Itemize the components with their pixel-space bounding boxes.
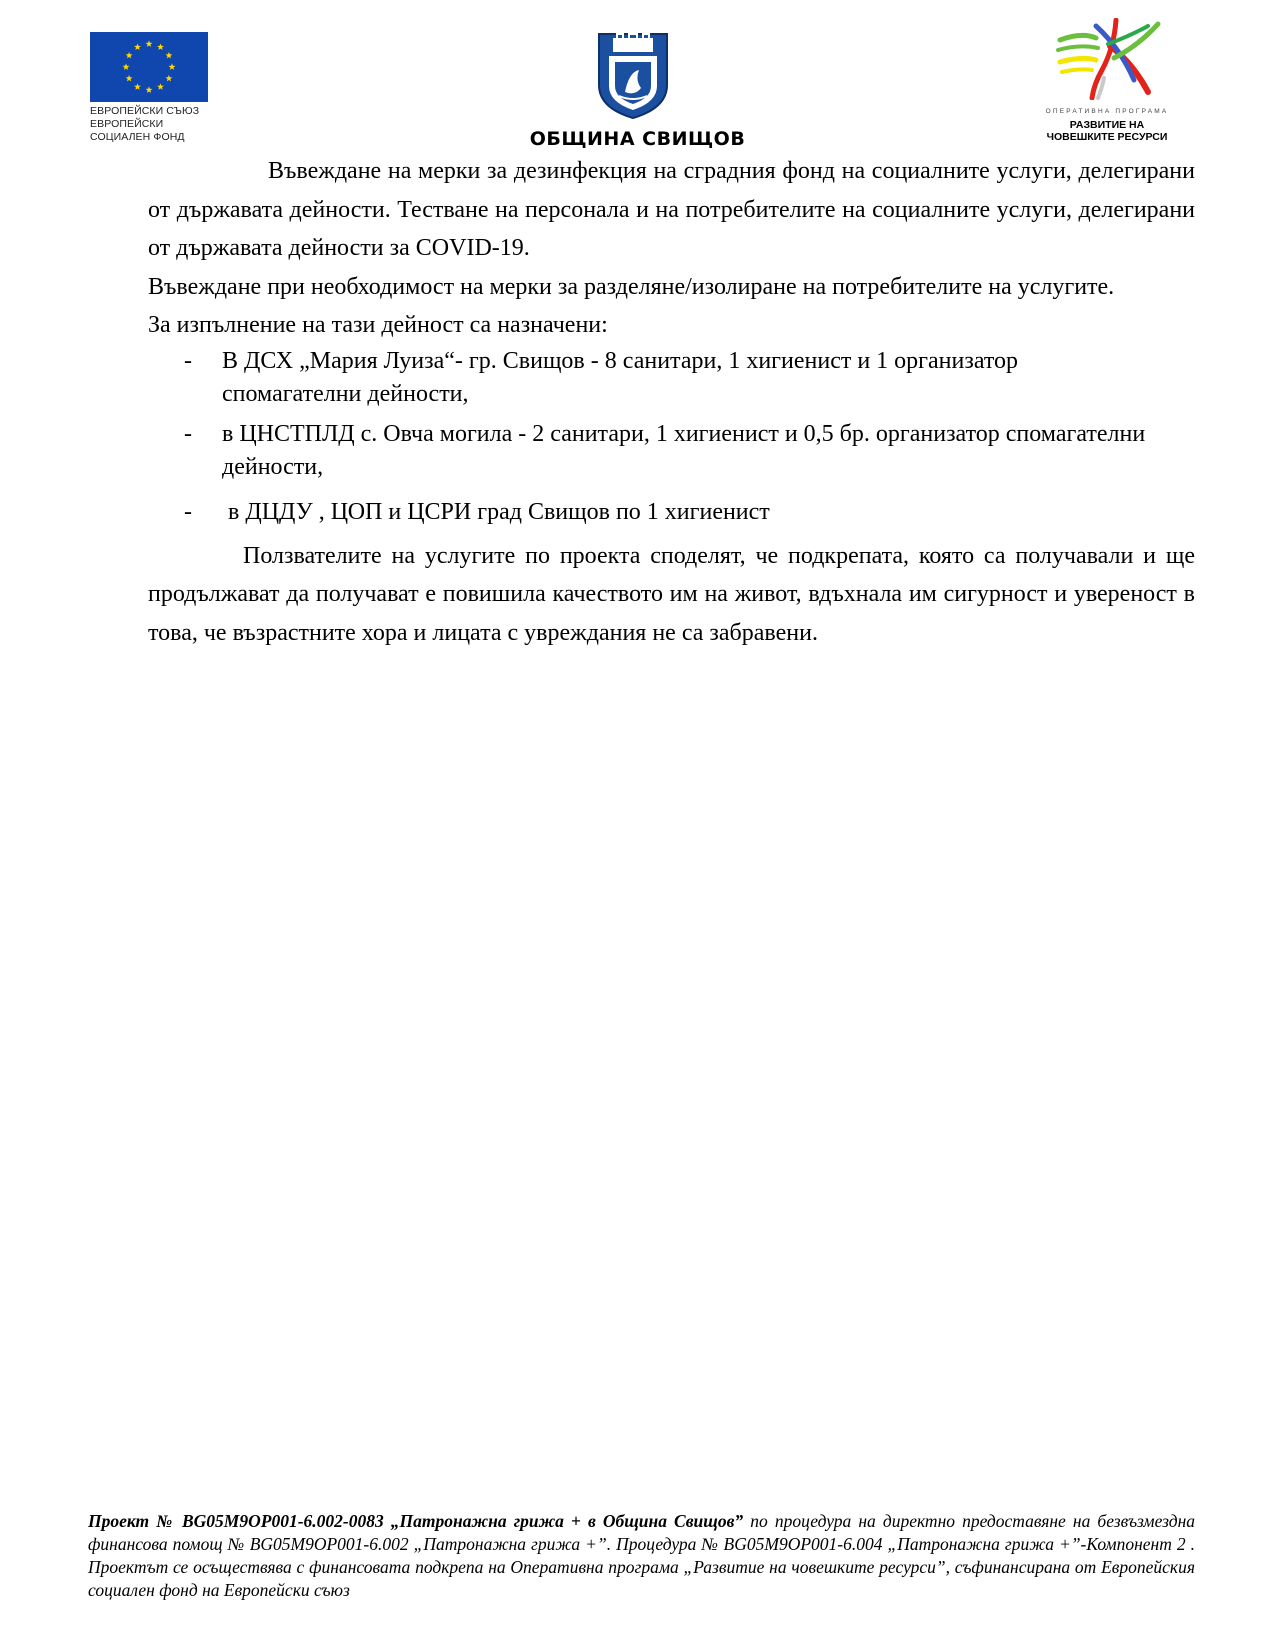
op-emblem-icon xyxy=(1052,18,1164,100)
list-item xyxy=(148,418,1195,484)
eu-caption-line: ЕВРОПЕЙСКИ СЪЮЗ xyxy=(90,105,200,117)
op-label-line: ЧОВЕШКИТЕ РЕСУРСИ xyxy=(1046,131,1168,143)
project-footer xyxy=(88,1510,1195,1602)
op-label-line: РАЗВИТИЕ НА xyxy=(1069,119,1145,131)
op-label-small: ОПЕРАТИВНА ПРОГРАМА xyxy=(1045,108,1169,115)
bullet-marker: - xyxy=(184,420,192,447)
municipality-title: ОБЩИНА СВИЩОВ xyxy=(529,128,746,150)
eu-flag-icon xyxy=(90,32,208,102)
footer-text: по процедура на директно предоставяне на безвъзмездна финансова помощ № BG05M9OP001-6.002 „Патронажна грижа +”. Процедура № BG05M9OP001-6.004 „Патронажна грижа +”-Компонент 2 . Проектът се осъществява с финансовата подкрепа на Оперативна програма „Развитие на човешките ресурси”, съфинансирана от Европейския социален фонд на Европейски съюз xyxy=(88,1511,1195,1600)
op-logo xyxy=(1012,18,1202,148)
eu-caption-line: ЕВРОПЕЙСКИ xyxy=(90,118,164,130)
paragraph-isolation: Въвеждане при необходимост на мерки за разделяне/изолиране на потребителите на услугите. xyxy=(148,273,1115,300)
paragraph-disinfection: Въвеждане на мерки за дезинфекция на сградния фонд на социалните услуги, делегирани от държавата дейности. Тестване на персонала и на потребителите на социалните услуги, делегирани от държавата дейности за COVID-19. xyxy=(148,158,1195,261)
appointments-list xyxy=(148,345,1195,529)
bullet-marker: - xyxy=(184,498,192,525)
list-item-text: в ЦНСТПЛД с. Овча могила - 2 санитари, 1 хигиенист и 0,5 бр. организатор спомагателни дейности, xyxy=(222,420,1146,480)
paragraph-appointed: За изпълнение на тази дейност са назначени: xyxy=(148,312,608,338)
paragraph-feedback: Ползвателите на услугите по проекта споделят, че подкрепата, която са получавали и ще продължават да получават е повишила качеството им на живот, вдъхнала им сигурност и увереност в това, че възрастните хора и лицата с увреждания не са забравени. xyxy=(148,542,1195,646)
bullet-marker: - xyxy=(184,347,192,374)
list-item-text: В ДСХ „Мария Луиза“- гр. Свищов - 8 санитари, 1 хигиенист и 1 организатор спомагателни дейности, xyxy=(222,347,1019,407)
op-label-big xyxy=(1012,119,1202,143)
municipality-crest-icon xyxy=(595,30,671,120)
document-body xyxy=(148,152,1195,652)
footer-project-title: Проект № BG05M9OP001-6.002-0083 „Патронажна грижа + в Община Свищов” xyxy=(88,1511,744,1531)
list-item-text: в ДЦДУ , ЦОП и ЦСРИ град Свищов по 1 хигиенист xyxy=(228,498,770,525)
eu-caption-line: СОЦИАЛЕН ФОНД xyxy=(90,131,185,143)
list-item xyxy=(148,496,1195,529)
list-item xyxy=(148,345,1022,411)
